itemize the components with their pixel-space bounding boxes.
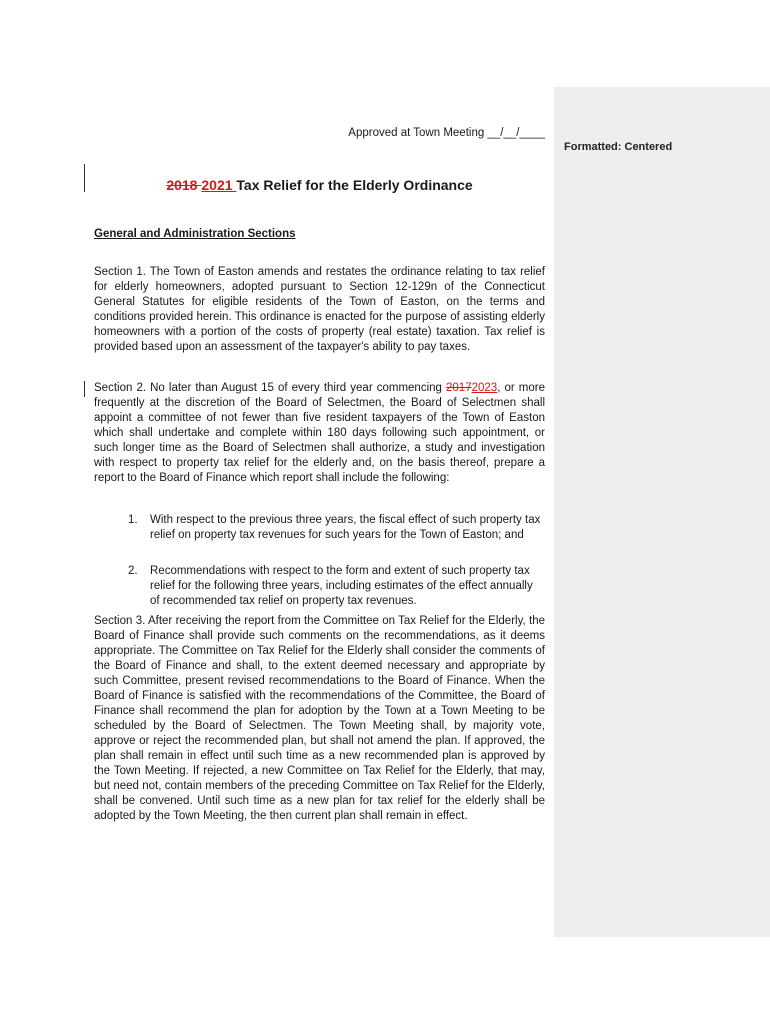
section-2-paragraph [94, 381, 545, 486]
approval-line: Approved at Town Meeting __/__/____ [348, 127, 545, 139]
change-bar-title [84, 164, 85, 192]
section-1-paragraph: Section 1. The Town of Easton amends and restates the ordinance relating to tax relief for elderly homeowners, adopted pursuant to Section 12-129n of the Connecticut General Statutes for eligible residents of the Town of Easton, on the terms and conditions provided herein. This ordinance is enacted for the purpose of assisting elderly homeowners with a portion of the costs of property (real estate) taxation. Tax relief is provided based upon an assessment of the taxpayer's ability to pay taxes. [94, 266, 545, 353]
section-2-before: Section 2. No later than August 15 of every third year commencing [94, 382, 447, 394]
title-text: Tax Relief for the Elderly Ordinance [236, 177, 473, 193]
section-3-paragraph: Section 3. After receiving the report from the Committee on Tax Relief for the Elderly, the Board of Finance shall provide such comments on the recommendations, as it deems appropriate. The Committee on Tax Relief for the Elderly shall consider the comments of the Board of Finance and shall, to the extent deemed necessary and appropriate by such Committee, present revised recommendations to the Board of Finance. When the Board of Finance is satisfied with the recommendations of the Committee, the Board of Finance shall recommend the plan for adoption by the Town at a Town Meeting to be scheduled by the Board of Selectmen. The Town Meeting shall, by majority vote, approve or reject the recommended plan, but shall not amend the plan. If approved, the plan shall remain in effect until such time as a new recommended plan is approved by the Town Meeting. If rejected, a new Committee on Tax Relief for the Elderly, that may, but need not, contain members of the preceding Committee on Tax Relief for the Elderly, shall be convened. Until such time as a new plan for tax relief for the elderly shall be adopted by the Town Meeting, the then current plan shall remain in effect. [94, 615, 545, 822]
comment-pane [554, 87, 770, 937]
title-inserted-year: 2021 [201, 177, 237, 193]
list-item-text: With respect to the previous three years, the fiscal effect of such property tax relief on property tax revenues for such years for the Town of Easton; and [150, 514, 541, 541]
list-item [128, 513, 545, 543]
title-deleted-year: 2018 [166, 177, 202, 193]
comment-header: Formatted: Centered [564, 141, 673, 153]
section-2-deleted-year: 2017 [446, 382, 472, 394]
change-bar-section2 [84, 381, 85, 397]
section-2-inserted-year: 2023 [471, 382, 498, 394]
section-2-after: , or more frequently at the discretion of the Board of Selectmen, the Board of Selectmen shall appoint a committee of not fewer than five resident taxpayers of the Town of Easton which shall undertake and complete within 180 days following such appointment, or such longer time as the Board of Selectmen shall authorize, a study and investigation with respect to property tax relief for the elderly and, on the basis thereof, prepare a report to the Board of Finance which report shall include the following: [94, 382, 545, 484]
document-title [94, 177, 545, 193]
list-item-text: Recommendations with respect to the form and extent of such property tax relief for the following three years, including estimates of the effect annually of recommended tax relief on property tax revenues. [150, 565, 533, 607]
list-item-number: 1. [128, 514, 138, 526]
section-heading: General and Administration Sections [94, 228, 296, 240]
list-item-number: 2. [128, 565, 138, 577]
list-item [128, 564, 545, 609]
